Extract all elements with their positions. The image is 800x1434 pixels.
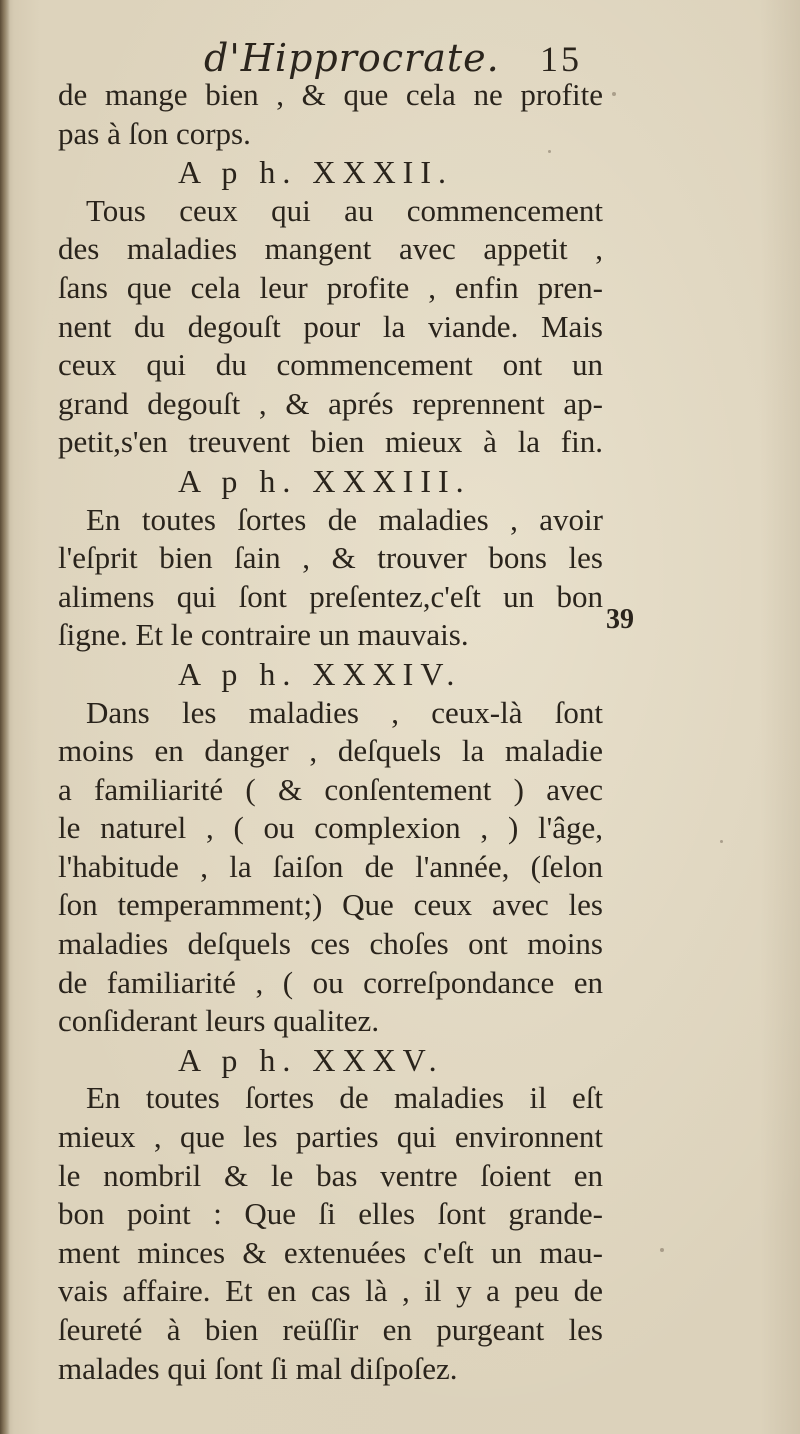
text-line: En toutes ſortes de maladies , avoir	[86, 501, 603, 537]
text-line: petit,s'en treuvent bien mieux à la fin.	[58, 424, 603, 460]
aphorism-heading: A p h. XXXIV.	[178, 655, 462, 692]
text-line: nent du degouſt pour la viande. Mais	[58, 308, 603, 344]
text-line: ceux qui du commencement ont un	[58, 347, 603, 383]
text-line: conſiderant leurs qualitez.	[58, 1003, 380, 1039]
text-line: le nombril & le bas ventre ſoient en	[58, 1157, 603, 1193]
text-line: Tous ceux qui au commencement	[86, 192, 603, 228]
text-line: pas à ſon corps.	[58, 115, 251, 151]
body-text	[58, 76, 603, 1388]
text-line: grand degouſt , & aprés reprennent ap-	[58, 385, 603, 421]
aphorism-heading: A p h. XXXV.	[178, 1041, 444, 1078]
aphorism-heading: A p h. XXXIII.	[178, 462, 471, 499]
running-title: d'Hipprocrate.	[204, 36, 500, 80]
aphorism-heading: A p h. XXXII.	[178, 154, 453, 191]
margin-note: 39	[606, 604, 634, 635]
page-number: 15	[540, 39, 582, 79]
text-line: vais affaire. Et en cas là , il y a peu de	[58, 1273, 603, 1309]
paper-speck	[660, 1248, 664, 1252]
paper-speck	[548, 150, 551, 153]
text-line: maladies deſquels ces choſes ont moins	[58, 926, 603, 962]
text-line: mieux , que les parties qui environnent	[58, 1119, 603, 1155]
text-line: bon point : Que ſi elles ſont grande-	[58, 1196, 603, 1232]
text-line: ſans que cela leur profite , enfin pren-	[58, 269, 603, 305]
page-binding-edge	[0, 0, 10, 1434]
paper-speck	[612, 92, 616, 96]
text-line: ſeureté à bien reüſſir en purgeant les	[58, 1312, 603, 1347]
text-line: En toutes ſortes de maladies il eſt	[86, 1080, 603, 1116]
text-line: moins en danger , deſquels la maladie	[58, 733, 603, 769]
text-line: des maladies mangent avec appetit ,	[58, 231, 603, 267]
text-line: ment minces & extenuées c'eſt un mau-	[58, 1234, 603, 1270]
text-line: alimens qui ſont preſentez,c'eſt un bon	[58, 578, 603, 614]
text-line: malades qui ſont ſi mal diſpoſez.	[58, 1350, 458, 1386]
text-line: ſigne. Et le contraire un mauvais.	[58, 617, 469, 653]
text-line: l'eſprit bien ſain , & trouver bons les	[58, 540, 603, 576]
text-line: Dans les maladies , ceux-là ſont	[86, 694, 603, 730]
text-line: ſon temperamment;) Que ceux avec les	[58, 887, 603, 923]
text-line: a familiarité ( & conſentement ) avec	[58, 771, 603, 807]
paper-speck	[720, 840, 723, 843]
text-line: l'habitude , la ſaiſon de l'année, (ſelon	[58, 848, 603, 884]
text-line: de mange bien , & que cela ne profite	[58, 77, 603, 112]
text-line: de familiarité , ( ou correſpondance en	[58, 964, 603, 1000]
text-line: le naturel , ( ou complexion , ) l'âge,	[58, 810, 603, 846]
